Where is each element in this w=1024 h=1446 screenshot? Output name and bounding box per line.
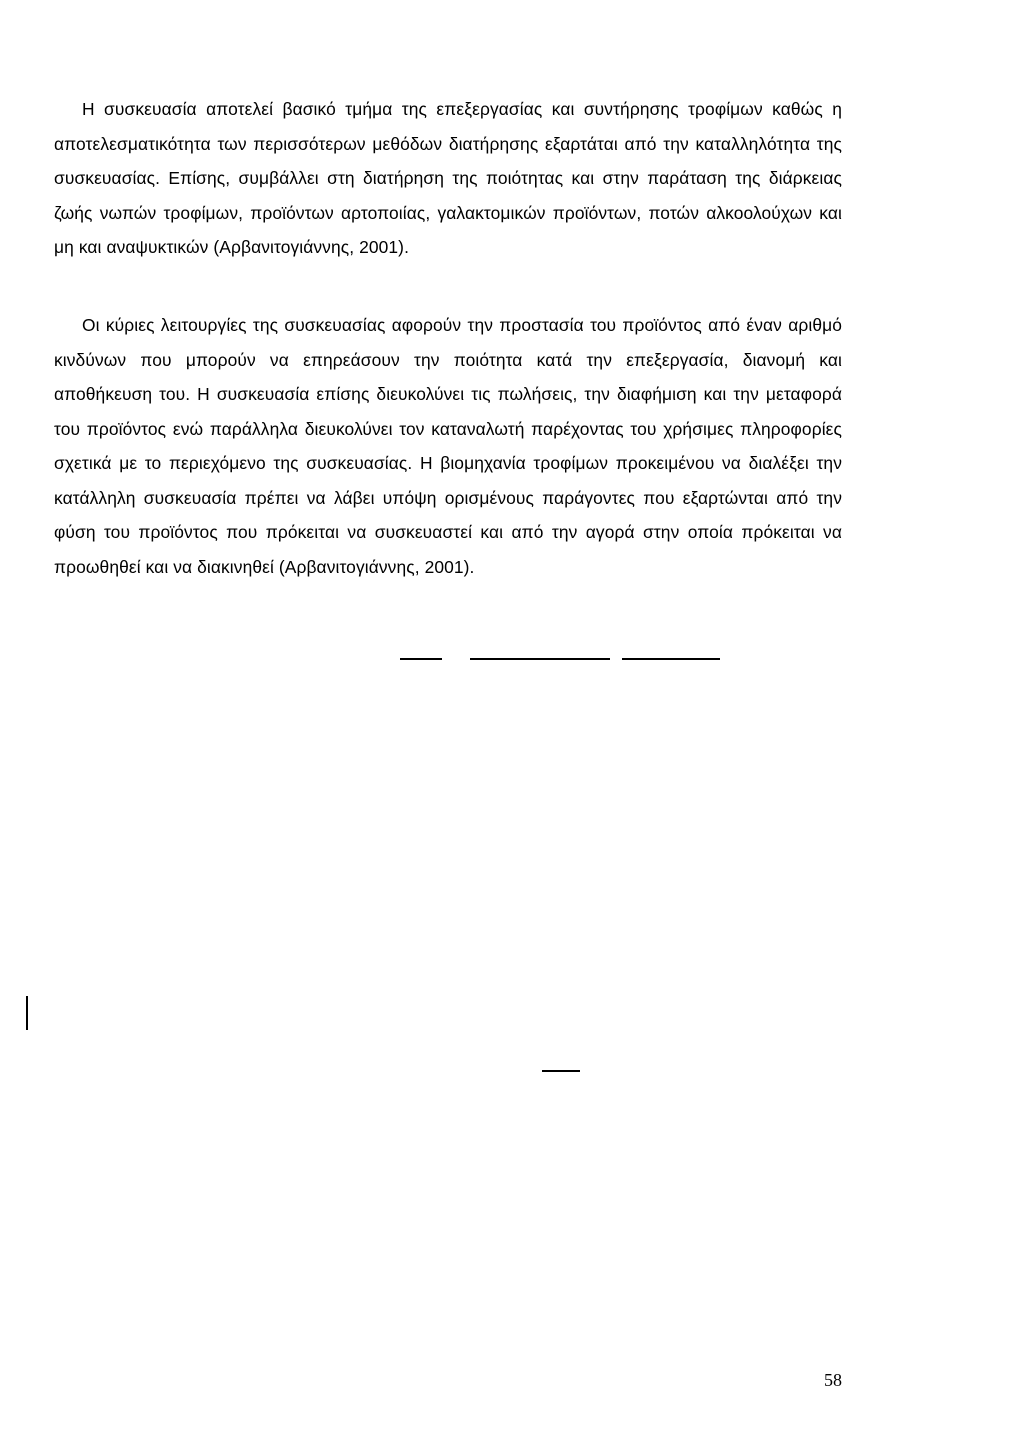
divider-stroke-1: [400, 658, 442, 660]
stray-stroke: [542, 1070, 580, 1072]
paragraph-2: Οι κύριες λειτουργίες της συσκευασίας αφορούν την προστασία του προϊόντος από έναν αριθμό κινδύνων που μπορούν να επηρεάσουν την ποιότητα κατά την επεξεργασία, διανομή και αποθήκευση του. Η συσκευασία επίσης διευκολύνει τις πωλήσεις, την διαφήμιση και την μεταφορά του προϊόντος ενώ παράλληλα διευκολύνει τον καταναλωτή παρέχοντας του χρήσιμες πληροφορίες σχετικά με το περιεχόμενο της συσκευασίας. Η βιομηχανία τροφίμων προκειμένου να διαλέξει την κατάλληλη συσκευασία πρέπει να λάβει υπόψη ορισμένους παράγοντες που εξαρτώνται από την φύση του προϊόντος που πρόκειται να συσκευαστεί και από την αγορά στην οποία πρόκειται να προωθηθεί και να διακινηθεί (Αρβανιτογιάννης, 2001).: [54, 315, 842, 577]
margin-mark: [26, 996, 28, 1030]
page-number: 58: [824, 1370, 842, 1390]
divider-stroke-3: [622, 658, 720, 660]
paragraph-1: Η συσκευασία αποτελεί βασικό τμήμα της επεξεργασίας και συντήρησης τροφίμων καθώς η αποτελεσματικότητα των περισσότερων μεθόδων διατήρησης εξαρτάται από την καταλληλότητα της συσκευασίας. Επίσης, συμβάλλει στη διατήρηση της ποιότητας και στην παράταση της διάρκειας ζωής νωπών τροφίμων, προϊόντων αρτοποιίας, γαλακτομικών προϊόντων, ποτών αλκοολούχων και μη και αναψυκτικών (Αρβανιτογιάννης, 2001).: [54, 99, 842, 257]
divider-stroke-2: [470, 658, 610, 660]
